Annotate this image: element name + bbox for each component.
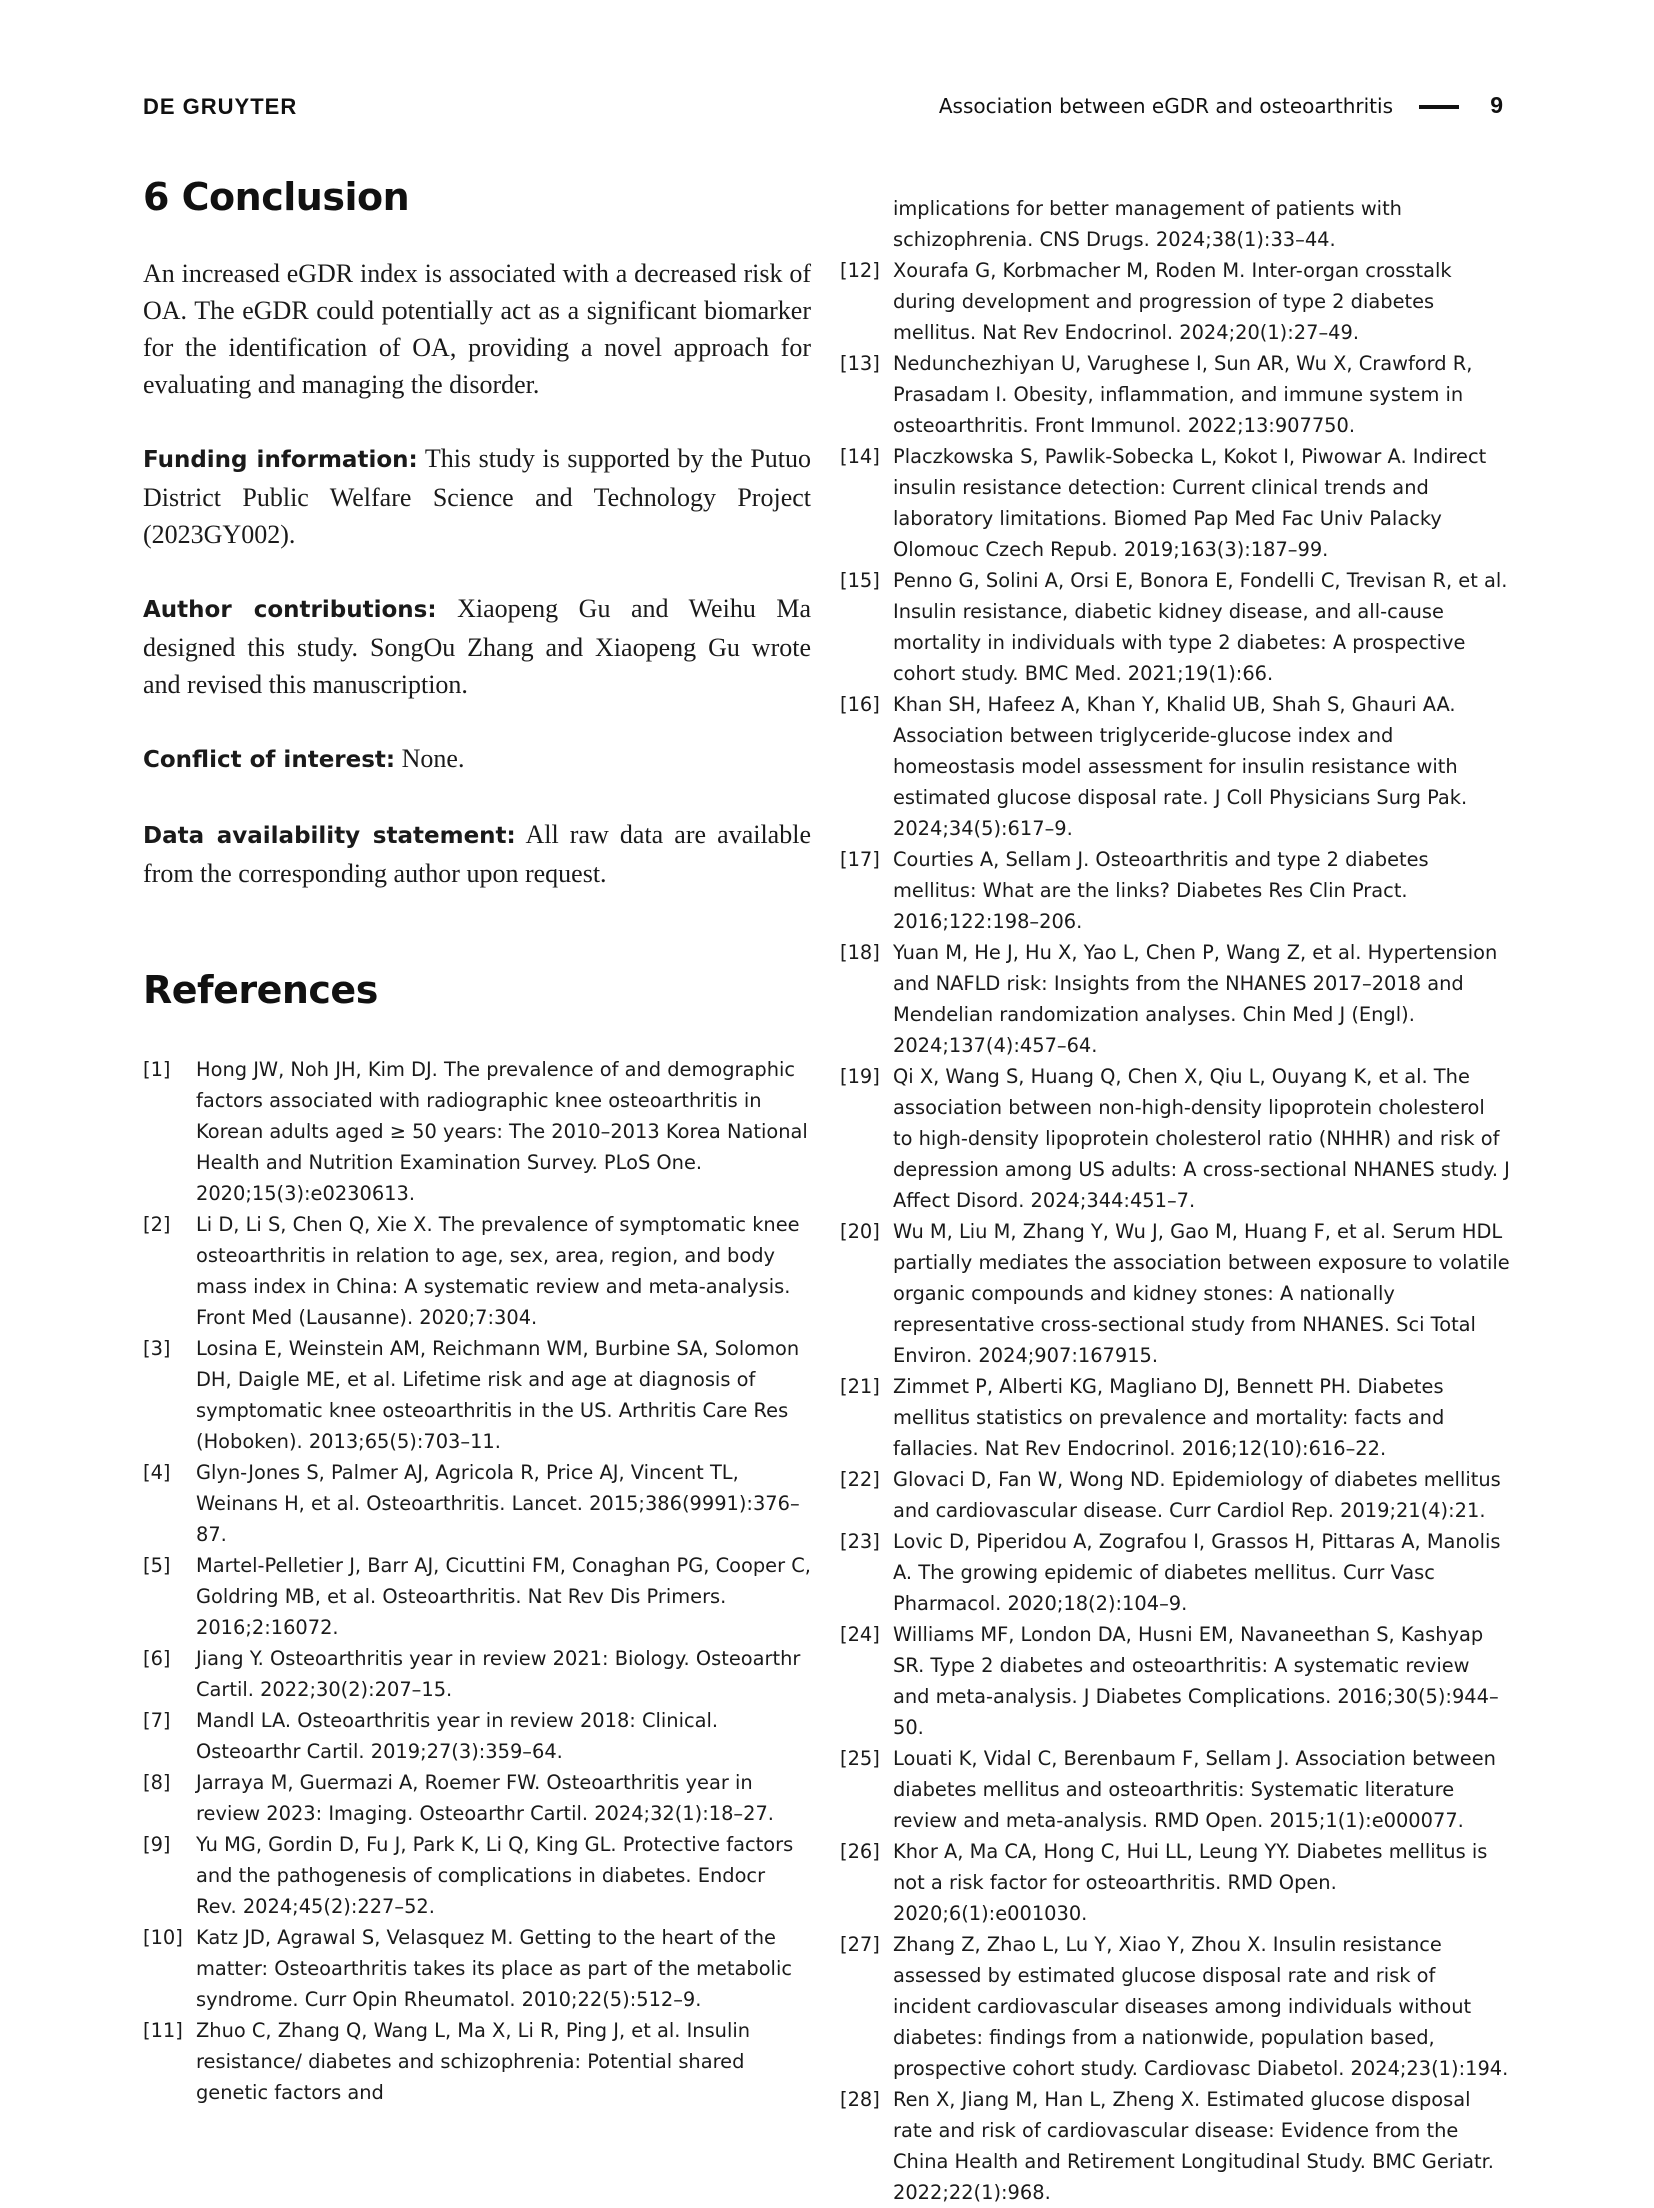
reference-item [840,441,1510,565]
reference-text: Jiang Y. Osteoarthritis year in review 2021: Biology. Osteoarthr Cartil. 2022;30(2):207–15. [196,1647,801,1701]
reference-item [840,1836,1510,1929]
reference-text: Mandl LA. Osteoarthritis year in review 2018: Clinical. Osteoarthr Cartil. 2019;27(3):359–64. [196,1709,719,1763]
reference-item [840,1743,1510,1836]
reference-number: [4] [143,1461,171,1484]
reference-number: [13] [840,352,880,375]
reference-text: Glyn-Jones S, Palmer AJ, Agricola R, Price AJ, Vincent TL, Weinans H, et al. Osteoarthritis. Lancet. 2015;386(9991):376–87. [196,1461,800,1546]
reference-number: [24] [840,1623,880,1646]
reference-text: Qi X, Wang S, Huang Q, Chen X, Qiu L, Ouyang K, et al. The association between non-high-density lipoprotein cholesterol to high-density lipoprotein cholesterol ratio (NHHR) and risk of depression among US adults: A cross-sectional NHANES study. J Affect Disord. 2024;344:451–7. [893,1065,1510,1212]
reference-item [143,1829,811,1922]
reference-number: [3] [143,1337,171,1360]
left-column [143,175,811,2108]
reference-number: [9] [143,1833,171,1856]
author-contributions-label: Author contributions: [143,597,437,623]
reference-text: Martel-Pelletier J, Barr AJ, Cicuttini FM, Conaghan PG, Cooper C, Goldring MB, et al. Osteoarthritis. Nat Rev Dis Primers. 2016;2:16072. [196,1554,811,1639]
author-contributions-text: Xiaopeng Gu and Weihu Ma designed this study. SongOu Zhang and Xiaopeng Gu wrote and revised this manuscription. [143,594,811,699]
reference-item [840,565,1510,689]
reference-number: [21] [840,1375,880,1398]
reference-item [840,348,1510,441]
reference-text: Lovic D, Piperidou A, Zografou I, Grassos H, Pittaras A, Manolis A. The growing epidemic of diabetes mellitus. Curr Vasc Pharmacol. 2020;18(2):104–9. [893,1530,1501,1615]
reference-list-right [840,255,1510,2208]
reference-number: [5] [143,1554,171,1577]
reference-item [840,1216,1510,1371]
reference-item [143,1457,811,1550]
reference-item [143,1643,811,1705]
reference-item [143,2015,811,2108]
data-availability-label: Data availability statement: [143,823,516,849]
references-heading: References [143,968,378,1012]
reference-text: Jarraya M, Guermazi A, Roemer FW. Osteoarthritis year in review 2023: Imaging. Osteoarthr Cartil. 2024;32(1):18–27. [196,1771,774,1825]
reference-number: [10] [143,1926,183,1949]
reference-text: Wu M, Liu M, Zhang Y, Wu J, Gao M, Huang F, et al. Serum HDL partially mediates the association between exposure to volatile organic compounds and kidney stones: A nationally representative cross-sectional study from NHANES. Sci Total Environ. 2024;907:167915. [893,1220,1510,1367]
reference-item [840,1619,1510,1743]
reference-text: Khor A, Ma CA, Hong C, Hui LL, Leung YY. Diabetes mellitus is not a risk factor for osteoarthritis. RMD Open. 2020;6(1):e001030. [893,1840,1488,1925]
reference-text: Li D, Li S, Chen Q, Xie X. The prevalence of symptomatic knee osteoarthritis in relation to age, sex, area, region, and body mass index in China: A systematic review and meta-analysis. Front Med (Lausanne). 2020;7:304. [196,1213,800,1329]
reference-text: Katz JD, Agrawal S, Velasquez M. Getting to the heart of the matter: Osteoarthritis takes its place as part of the metabolic syndrome. Curr Opin Rheumatol. 2010;22(5):512–9. [196,1926,792,2011]
conflict-text: None. [401,744,465,773]
reference-text: Xourafa G, Korbmacher M, Roden M. Inter-organ crosstalk during development and progression of type 2 diabetes mellitus. Nat Rev Endocrinol. 2024;20(1):27–49. [893,259,1452,344]
reference-11-continuation: implications for better management of patients with schizophrenia. CNS Drugs. 2024;38(1):33–44. [893,197,1402,251]
reference-item [840,937,1510,1061]
header-rule [1419,105,1459,109]
reference-number: [7] [143,1709,171,1732]
reference-number: [2] [143,1213,171,1236]
reference-text: Louati K, Vidal C, Berenbaum F, Sellam J. Association between diabetes mellitus and osteoarthritis: Systematic literature review and meta-analysis. RMD Open. 2015;1(1):e000077. [893,1747,1496,1832]
reference-number: [20] [840,1220,880,1243]
conclusion-paragraph: An increased eGDR index is associated with a decreased risk of OA. The eGDR could potentially act as a significant biomarker for the identification of OA, providing a novel approach for evaluating and managing the disorder. [143,259,811,399]
reference-item [840,1371,1510,1464]
reference-item [840,844,1510,937]
reference-number: [15] [840,569,880,592]
reference-number: [23] [840,1530,880,1553]
reference-text: Williams MF, London DA, Husni EM, Navaneethan S, Kashyap SR. Type 2 diabetes and osteoarthritis: A systematic review and meta-analysis. J Diabetes Complications. 2016;30(5):944–50. [893,1623,1499,1739]
reference-text: Penno G, Solini A, Orsi E, Bonora E, Fondelli C, Trevisan R, et al. Insulin resistance, diabetic kidney disease, and all-cause mortality in individuals with type 2 diabetes: A prospective cohort study. BMC Med. 2021;19(1):66. [893,569,1508,685]
running-title: Association between eGDR and osteoarthritis [938,94,1393,118]
reference-number: [17] [840,848,880,871]
reference-number: [18] [840,941,880,964]
conflict-statement [143,740,811,779]
reference-item [840,2084,1510,2208]
page-header [143,92,1503,122]
reference-number: [26] [840,1840,880,1863]
reference-text: Hong JW, Noh JH, Kim DJ. The prevalence of and demographic factors associated with radiographic knee osteoarthritis in Korean adults aged ≥ 50 years: The 2010–2013 Korea National Health and Nutrition Examination Survey. PLoS One. 2020;15(3):e0230613. [196,1058,808,1205]
reference-text: Zhuo C, Zhang Q, Wang L, Ma X, Li R, Ping J, et al. Insulin resistance/ diabetes and schizophrenia: Potential shared genetic factors and [196,2019,751,2104]
reference-text: Yu MG, Gordin D, Fu J, Park K, Li Q, King GL. Protective factors and the pathogenesis of complications in diabetes. Endocr Rev. 2024;45(2):227–52. [196,1833,794,1918]
reference-number: [22] [840,1468,880,1491]
reference-item [840,255,1510,348]
reference-item [143,1054,811,1209]
reference-text: Khan SH, Hafeez A, Khan Y, Khalid UB, Shah S, Ghauri AA. Association between triglyceride-glucose index and homeostasis model assessment for insulin resistance with estimated glucose disposal rate. J Coll Physicians Surg Pak. 2024;34(5):617–9. [893,693,1468,840]
data-availability-text: All raw data are available from the corresponding author upon request. [143,820,811,888]
reference-number: [19] [840,1065,880,1088]
reference-text: Zimmet P, Alberti KG, Magliano DJ, Bennett PH. Diabetes mellitus statistics on prevalence and mortality: facts and fallacies. Nat Rev Endocrinol. 2016;12(10):616–22. [893,1375,1445,1460]
funding-label: Funding information: [143,447,418,473]
reference-text: Courties A, Sellam J. Osteoarthritis and type 2 diabetes mellitus: What are the links? Diabetes Res Clin Pract. 2016;122:198–206. [893,848,1429,933]
reference-text: Losina E, Weinstein AM, Reichmann WM, Burbine SA, Solomon DH, Daigle ME, et al. Lifetime risk and age at diagnosis of symptomatic knee osteoarthritis in the US. Arthritis Care Res (Hoboken). 2013;65(5):703–11. [196,1337,800,1453]
reference-text: Glovaci D, Fan W, Wong ND. Epidemiology of diabetes mellitus and cardiovascular disease. Curr Cardiol Rep. 2019;21(4):21. [893,1468,1501,1522]
reference-item [143,1705,811,1767]
page-number: 9 [1490,92,1503,118]
reference-text: Nedunchezhiyan U, Varughese I, Sun AR, Wu X, Crawford R, Prasadam I. Obesity, inflammation, and immune system in osteoarthritis. Front Immunol. 2022;13:907750. [893,352,1473,437]
publisher-name: DE GRUYTER [143,94,298,119]
reference-number: [6] [143,1647,171,1670]
reference-number: [16] [840,693,880,716]
reference-item [840,1929,1510,2084]
funding-statement [143,440,811,553]
reference-number: [11] [143,2019,183,2042]
funding-text: This study is supported by the Putuo District Public Welfare Science and Technology Project (2023GY002). [143,444,812,549]
reference-item [840,1526,1510,1619]
reference-number: [8] [143,1771,171,1794]
reference-item [840,689,1510,844]
reference-item [143,1550,811,1643]
reference-item [840,1061,1510,1216]
reference-item [143,1209,811,1333]
reference-number: [27] [840,1933,880,1956]
reference-item [143,1922,811,2015]
reference-number: [12] [840,259,880,282]
conflict-label: Conflict of interest: [143,747,396,773]
reference-number: [1] [143,1058,171,1081]
reference-number: [14] [840,445,880,468]
right-column [840,193,1510,2208]
reference-number: [28] [840,2088,880,2111]
reference-item [143,1767,811,1829]
conclusion-heading: 6 Conclusion [143,175,410,219]
reference-list-left [143,1054,811,2108]
reference-item [143,1333,811,1457]
author-contributions-statement [143,590,811,703]
reference-number: [25] [840,1747,880,1770]
reference-text: Ren X, Jiang M, Han L, Zheng X. Estimated glucose disposal rate and risk of cardiovascular disease: Evidence from the China Health and Retirement Longitudinal Study. BMC Geriatr. 2022;22(1):968. [893,2088,1494,2204]
reference-item [840,1464,1510,1526]
reference-text: Yuan M, He J, Hu X, Yao L, Chen P, Wang Z, et al. Hypertension and NAFLD risk: Insights from the NHANES 2017–2018 and Mendelian randomization analyses. Chin Med J (Engl). 2024;137(4):457–64. [893,941,1498,1057]
reference-text: Placzkowska S, Pawlik-Sobecka L, Kokot I, Piwowar A. Indirect insulin resistance detection: Current clinical trends and laboratory limitations. Biomed Pap Med Fac Univ Palacky Olomouc Czech Repub. 2019;163(3):187–99. [893,445,1487,561]
data-availability-statement [143,816,811,892]
reference-text: Zhang Z, Zhao L, Lu Y, Xiao Y, Zhou X. Insulin resistance assessed by estimated glucose disposal rate and risk of incident cardiovascular diseases among individuals without diabetes: findings from a nationwide, population based, prospective cohort study. Cardiovasc Diabetol. 2024;23(1):194. [893,1933,1509,2080]
